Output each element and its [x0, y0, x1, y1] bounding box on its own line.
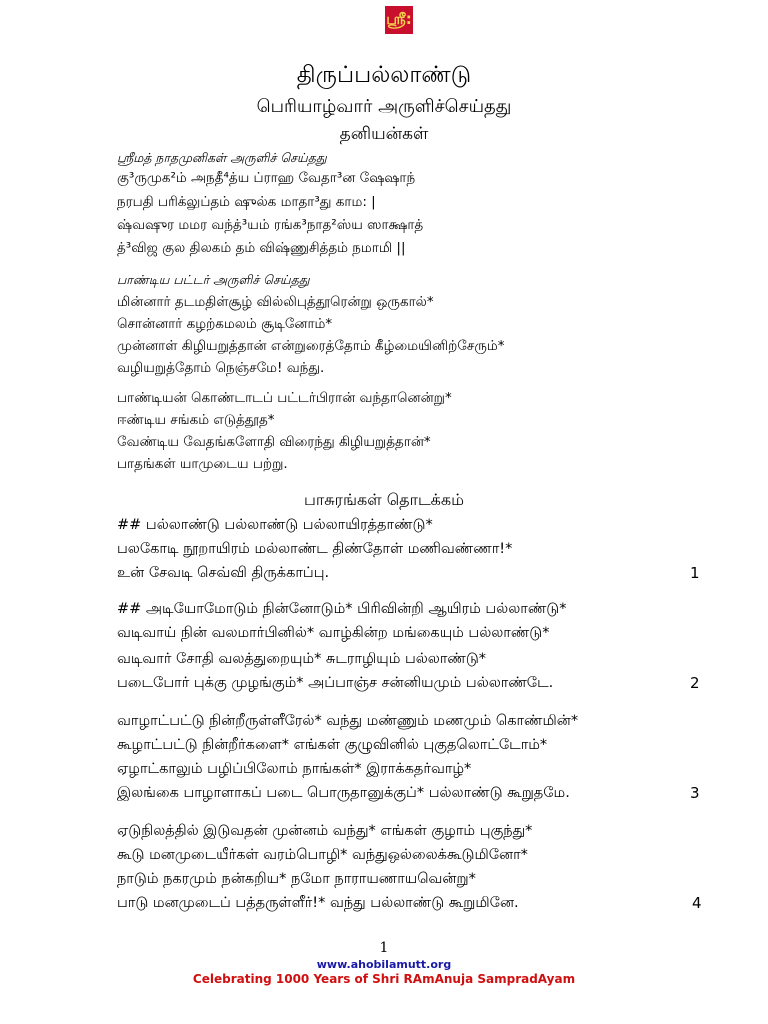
pasuram1-line: உன் சேவடி செவ்வி திருக்காப்பு. — [117, 565, 330, 581]
pasuram1-line: ## பல்லாண்டு பல்லாண்டு பல்லாயிரத்தாண்டு* — [117, 517, 433, 533]
thaniyan3-line: பாண்டியன் கொண்டாடப் பட்டர்பிரான் வந்தானென்று* — [117, 390, 452, 406]
thaniyan2-line: வழியறுத்தோம் நெஞ்சமே! வந்து. — [117, 360, 325, 376]
pasuram4-line: ஏடுநிலத்தில் இடுவதன் முன்னம் வந்து* எங்கள் குழாம் புகுந்து* — [117, 823, 533, 839]
pasuram-number: 2 — [690, 674, 700, 692]
thaniyan3-line: ஈண்டிய சங்கம் எடுத்தூத* — [117, 412, 275, 428]
section-heading-thaniyan: தனியன்கள் — [339, 124, 429, 144]
thaniyan3-line: பாதங்கள் யாமுடைய பற்று. — [117, 456, 288, 472]
page-title: திருப்பல்லாண்டு — [296, 62, 472, 88]
pasuram-number: 1 — [690, 564, 700, 582]
pasuram3-line: வாழாட்பட்டு நின்றீருள்ளீரேல்* வந்து மண்ணும் மணமும் கொண்மின்* — [117, 713, 579, 729]
pasuram2-line: வடிவார் சோதி வலத்துறையும்* சுடராழியும் பல்லாண்டு* — [117, 651, 487, 667]
pasuram1-line: பலகோடி நூறாயிரம் மல்லாண்ட திண்தோள் மணிவண்ணா!* — [117, 541, 513, 557]
pasuram4-line: பாடு மனமுடைப் பத்தருள்ளீர்!* வந்து பல்லாண்டு கூறுமினே. — [117, 895, 519, 911]
pasuram2-line: படைபோர் புக்கு முழங்கும்* அப்பாஞ்ச சன்னியமும் பல்லாண்டே. — [117, 675, 554, 691]
thaniyan1-line: நரபதி பரிக்லுப்தம் ஷுல்க மாதா³து காம: | — [117, 194, 376, 210]
thaniyan2-line: சொன்னார் கழற்கமலம் சூடினோம்* — [117, 316, 333, 332]
pasuram3-line: ஏழாட்காலும் பழிப்பிலோம் நாங்கள்* இராக்கதர்வாழ்* — [117, 761, 472, 777]
thaniyan1-line: ஷ்வஷுர மமர வந்த்³யம் ரங்க³நாத²ஸ்ய ஸாக்ஷாத் — [117, 217, 424, 233]
footer-tagline: Celebrating 1000 Years of Shri RAmAnuja SampradAyam — [192, 972, 576, 986]
section-heading-pasurams: பாசுரங்கள் தொடக்கம் — [303, 490, 465, 509]
thaniyan2-intro: பாண்டிய பட்டர் அருளிச் செய்தது — [117, 272, 310, 287]
pasuram2-line: வடிவாய் நின் வலமார்பினில்* வாழ்கின்ற மங்கையும் பல்லாண்டு* — [117, 625, 550, 641]
pasuram4-line: நாடும் நகரமும் நன்கறிய* நமோ நாராயணாயவென்று* — [117, 871, 476, 887]
pasuram4-line: கூடு மனமுடையீர்கள் வரம்பொழி* வந்துஒல்லைக்கூடுமினோ* — [117, 847, 528, 863]
thaniyan1-line: கு³ருமுக²ம் அநதீ⁴த்ய ப்ராஹ வேதா³ன ஷேஷாந் — [117, 170, 416, 186]
pasuram3-line: கூழாட்பட்டு நின்றீர்களை* எங்கள் குழுவினில் புகுதலொட்டோம்* — [117, 737, 548, 753]
thaniyan1-line: த்³விஜ குல திலகம் தம் விஷ்ணுசித்தம் நமாமி || — [117, 240, 406, 256]
thaniyan1-intro: ஸ்ரீமத் நாதமுனிகள் அருளிச் செய்தது — [117, 150, 327, 165]
footer-link[interactable]: www.ahobilamutt.org — [316, 958, 452, 971]
sri-logo: ஸ்ரீ: — [385, 6, 413, 34]
page-number: 1 — [379, 940, 389, 956]
page-subtitle: பெரியாழ்வார் அருளிச்செய்தது — [256, 96, 512, 117]
pasuram2-line: ## அடியோமோடும் நின்னோடும்* பிரிவின்றி ஆயிரம் பல்லாண்டு* — [117, 601, 567, 617]
thaniyan2-line: மின்னார் தடமதிள்சூழ் வில்லிபுத்தூரென்று ஒருகால்* — [117, 294, 434, 310]
pasuram-number: 3 — [690, 784, 700, 802]
pasuram3-line: இலங்கை பாழாளாகப் படை பொருதானுக்குப்* பல்லாண்டு கூறுதமே. — [117, 785, 570, 801]
thaniyan3-line: வேண்டிய வேதங்களோதி விரைந்து கிழியறுத்தான்* — [117, 434, 431, 450]
thaniyan2-line: முன்னாள் கிழியறுத்தான் என்றுரைத்தோம் கீழ்மையினிற்சேரும்* — [117, 338, 505, 354]
pasuram-number: 4 — [692, 894, 702, 912]
